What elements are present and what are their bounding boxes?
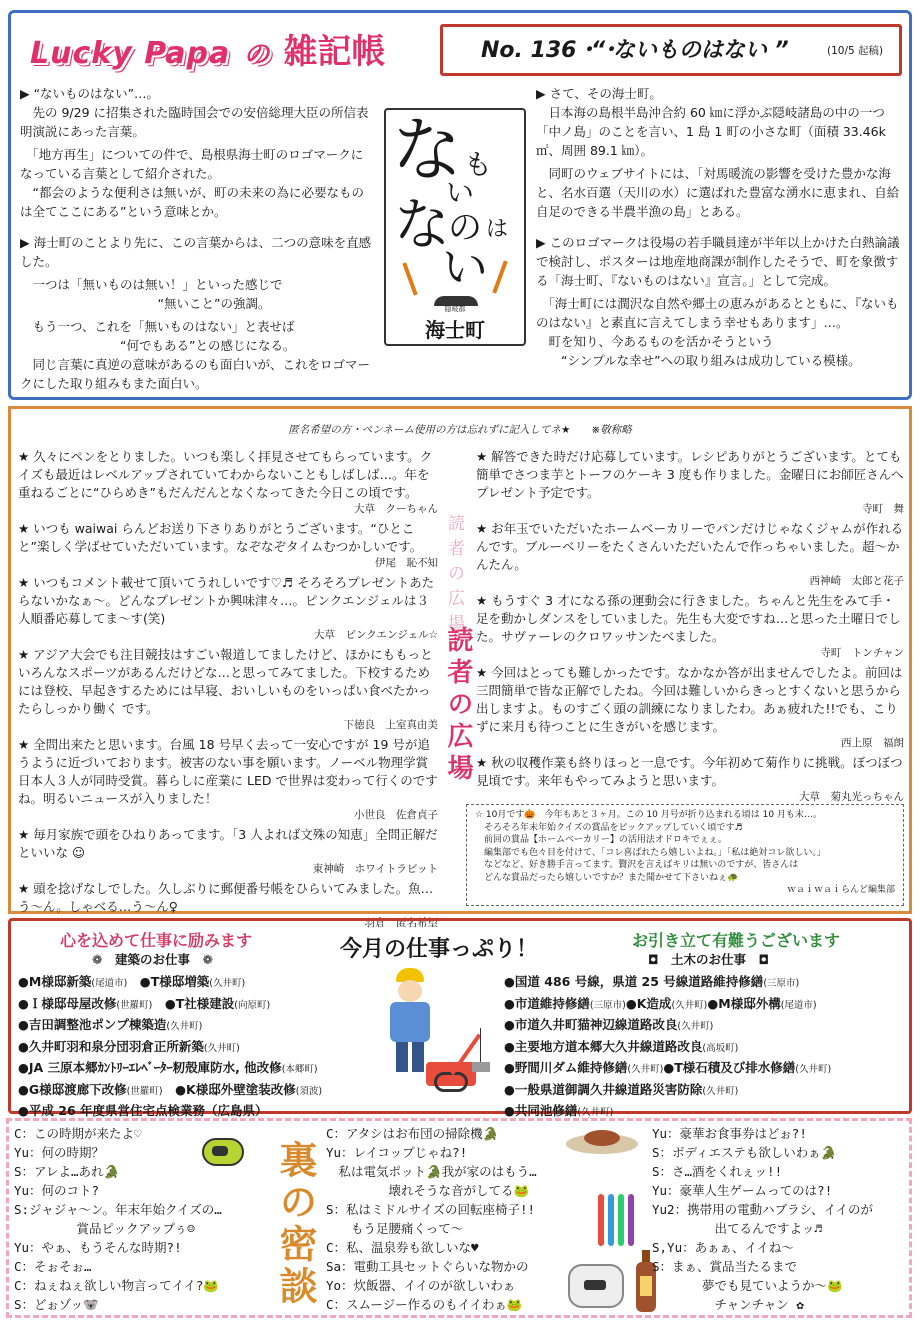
paragraph: ▶ このロゴマークは役場の若手職員達が半年以上かけた白熱論議で検討し、ポスターは地産地商課が制作したそうで、町を象徴する「海士町、『ないものはない』宣言。」として完成。: [536, 235, 900, 288]
work-item: ●一般県道御調久井線道路災害防除(久井町): [504, 1081, 739, 1097]
paragraph: 一つは「無いものは無い！」といった感じで: [20, 277, 283, 292]
work-item: ●M様邸新築(尾道市) ●T様邸増築(久井町): [18, 974, 246, 989]
work-item: ●国道 486 号線，県道 25 号線道路維持修繕(三原市): [504, 974, 800, 989]
brand-title: 雑記帳: [283, 32, 386, 72]
paragraph: 町を知り、今あるものを活かそうという: [536, 334, 774, 349]
vacuum-illustration: [196, 1130, 252, 1174]
works-right-heading: お引き立て有難うございます: [632, 931, 841, 950]
brand-particle: の: [243, 40, 271, 70]
reader-name: 寺町 トンチャン: [820, 647, 904, 659]
logo-stroke: [402, 262, 417, 295]
reader-name: 羽倉 匿名希望: [364, 917, 438, 929]
article-left: [20, 84, 372, 393]
paragraph: “何でもある”との感じになる。: [20, 338, 296, 353]
paragraph: “シンプルな幸せ”への取り組みは成功している模様。: [536, 353, 861, 368]
chat-column-1: C：この時期が来たよ♡ Yu：何の時期？ S：アレよ…あれ🐊 Yu：何のコト? S:ジャジャ〜ン。年末年始クイズの… 賞品ピックアップぅ☺ Yu：やぁ、もうそんな時期?! C：そぉそぉ… C：ねぇねぇ欲しい物言ってイイ?🐸 S：どぉゾッ🐨: [14, 1126, 222, 1312]
logo-char: い: [442, 240, 488, 294]
work-item: ●久井町羽和泉分団羽倉正所新築(久井町): [18, 1038, 240, 1054]
paragraph: 同じ言葉に真逆の意味があるのも面白いが、これをロゴマークにした取り組みもまた面白い。: [20, 357, 371, 391]
article-right: [536, 84, 902, 370]
readers-note: 匿名希望の方・ペンネーム使用の方は忘れずに記入してネ★ ※敬称略: [288, 424, 632, 436]
paragraph: ▶ さて、その海士町。: [536, 86, 662, 101]
reader-letter: ★ 毎月家族で頭をひねりあってます。「3 人よれば文殊の知恵」全問正解だといいな ☺ 東神崎 ホワイトラビット: [18, 827, 438, 875]
reader-name: 西神崎 太郎と花子: [809, 575, 904, 587]
work-item: ●吉田調整池ポンプ棟築造(久井町): [18, 1017, 203, 1032]
paragraph: 「地方再生」についての件で、島根県海士町のロゴマークになっている言葉として紹介された。: [20, 147, 364, 181]
logo-char: な: [392, 109, 462, 191]
reader-name: 西上原 福朗: [841, 737, 904, 749]
work-item: ●共同池修繕(久井町): [504, 1103, 614, 1118]
readers-title: 読者の広場: [443, 626, 473, 786]
chat-title: 裏の密談: [273, 1140, 318, 1308]
paragraph: “無いこと”の強調。: [20, 296, 271, 311]
town-logo-poster: [384, 108, 526, 346]
paragraph: “都会のような便利さは無いが、町の未来の為に必要なものは全てここにある”という意味とか。: [20, 185, 364, 219]
column-title: [30, 24, 385, 73]
work-item: ●主要地方道本郷大久井線道路改良(高坂町): [504, 1038, 739, 1054]
reader-letter: ★ 全問出来たと思います。台風 18 号早く去って一安心ですが 19 号が追うように近づいております。被害のない事を願います。ノーベル物理学賞日本人３人が同時受賞。暮らしに産業に LED で世界は変わって行くのですね。明るいニュースが入りました！ 小世良 佐倉貞子: [18, 737, 438, 821]
logo-char: も: [464, 148, 493, 181]
logo-subtext: 隠岐郡: [444, 305, 466, 313]
reader-name: 東神崎 ホワイトラビット: [312, 863, 438, 875]
issue-title: “ ないものはない ”: [591, 38, 789, 63]
readers-right-column: [476, 448, 904, 808]
issue-date: (10/5 起稿): [827, 45, 884, 57]
logo-char: い: [446, 176, 475, 209]
reader-letter: ★ 久々にペンをとりました。いつも楽しく拝見させてもらっています。クイズも最近はレベルアップされていてわからないこともしばしば…。年を重ねるごとに“ひらめき”もだんだんとなくなってきた今日この頃です。 大草 クーちゃん: [18, 449, 438, 515]
issue-banner: [440, 24, 902, 76]
reader-name: 下徳良 上室真由美: [343, 719, 438, 731]
reader-letter: ★ 秋の収穫作業も終りほっと一息です。今年初めて菊作りに挑戦。ぼつぼつ見頃です。来年もやってみようと思います。 大草 菊丸光っちゃん: [476, 755, 904, 803]
issue-number: No. 136・・: [481, 38, 621, 63]
reader-letter: ★ いつも waiwai らんどお送り下さりありがとうございます。“ひとこと”楽しく学ばせていただいています。なぞなぞタイムむつかしいです。 伊尾 恥不知: [18, 521, 438, 569]
crane-illustration: [420, 1012, 500, 1096]
logo-town-name: 海士町: [425, 318, 485, 342]
chat-column-3: Yu：豪華お食事券はどぉ?! S：ボディエステも欲しいわぁ🐊 S：さ…酒をくれぇッ!! Yu：豪華人生ゲームってのは?! Yu2：携帯用の電動ハブラシ、イイのが 出てるんですよッ♬ S,Yu：あぁぁ、イイね〜 S：まぁ、賞品当たるまで 夢でも見ていようか〜🐸 チャンチャン ✿: [652, 1126, 873, 1312]
works-center-heading: 今月の仕事っぷり！: [340, 936, 539, 962]
reader-name: 寺町 舞: [862, 503, 904, 515]
work-item: ●市道久井町猫神辺線道路改良(久井町): [504, 1017, 714, 1032]
work-item: ●JA 三原本郷ｶﾝﾄﾘｰｴﾚﾍﾞｰﾀｰ籾殻庫防水, 他改修(本郷町): [18, 1060, 318, 1075]
reader-name: 大草 クーちゃん: [354, 503, 438, 515]
reader-name: 伊尾 恥不知: [375, 557, 438, 569]
rice-cooker-illustration: [566, 1256, 626, 1310]
paragraph: ▶ 海士町のことより先に、この言葉からは、二つの意味を直感した。: [20, 235, 372, 269]
reader-name: 小世良 佐倉貞子: [354, 809, 438, 821]
works-left-heading: 心を込めて仕事に励みます: [60, 931, 253, 950]
civil-works-list: [504, 972, 908, 1123]
readers-title-small: 読者の広場: [444, 514, 464, 639]
editor-note-box: ☆ 10月です🎃 今年もあと３ヶ月。この 10 月号が折り込まれる頃は 10 月も末…。 そろそろ年末年始クイズの賞品をピックアップしていく頃です♬ 前回の賞品【ホームベーカリー】の活用法オドロキでぇぇ。 編集部でも色々目を付けて、「コレ喜ばれたら嬉しいよね。」「私は絶対コレ欲しい。」 などなど、好き勝手言ってます。贅沢を言えばキリは無いのですが、皆さんは どんな賞品だったら嬉しいですか？また聞かせて下さいねぇ🐢 ｗａｉｗａｉらんど編集部: [466, 804, 904, 906]
editor-signature: ｗａｉｗａｉらんど編集部: [786, 885, 895, 895]
logo-stroke: [492, 260, 507, 293]
reader-name: 大草 菊丸光っちゃん: [799, 791, 904, 803]
work-item: ●市道維持修繕(三原市)●K造成(久井町)●M様邸外構(尾道市): [504, 995, 817, 1011]
brand-name: Lucky Papa: [30, 36, 231, 71]
reader-letter: ★ 今回はとっても難しかったです。なかなか答が出ませんでしたよ。前回は三問簡単で皆な正解でしたね。今回は難しいからきっとすくないと思うから出しますよ。ものすごく頭の訓練になりましたわ。あぁ疲れた!!でも、こりずに来月も待つことに生きがいを感じます。 西上原 福朗: [476, 665, 904, 749]
reader-letter: ★ お年玉でいただいたホームベーカリーでパンだけじゃなくジャムが作れるんです。ブルーベリーをたくさんいただいたんで作っちゃいました。超〜かんたん。 西神崎 太郎と花子: [476, 521, 904, 587]
civil-label: ◘ 土木のお仕事 ◘: [648, 952, 770, 967]
work-item: ●G様邸渡廊下改修(世羅町) ●K様邸外壁塗装改修(須波): [18, 1081, 323, 1097]
reader-letter: ★ アジア大会でも注目競技はすごい報道してましたけど、ほかにももっといろんなスポーツがあるんだけどな…と思ってみてました。下校するためには登校、早起きするためには早寝、おいしいものをいっぱい食べたかったらしっかり働く です。 下徳良 上室真由美: [18, 647, 438, 731]
toothbrush-illustration: [594, 1194, 644, 1250]
paragraph: もう一つ、これを「無いものはない」と表せば: [20, 319, 295, 334]
paragraph: 「海士町には潤沢な自然や郷土の恵みがあるとともに、『ないものはない』と素直に言えてしまう幸せもあります」…。: [536, 296, 899, 330]
reader-name: 大草 ピンクエンジェル☆: [313, 629, 438, 641]
reader-letter: ★ もうすぐ 3 才になる孫の運動会に行きました。ちゃんと先生をみて手・足を動かしダンスをしていました。先生も大変ですね…と思った土曜日でした。サヴァーレのクロワッサンたべました。 寺町 トンチャン: [476, 593, 904, 659]
arch-works-list: [18, 972, 390, 1121]
chat-column-2: C：アタシはお布団の掃除機🐊 Yu：レイコップじゃね?! 私は電気ポット🐊我が家のはもう… 壊れそうな音がしてる🐸 S：私はミドルサイズの回転座椅子!! もう足腰痛くって〜 C：私、温泉券も欲しいな♥ Sa：電動工具セットぐらいな物かの Yo：炊飯器、イイのが欲しいわぁ C：スムージー作るのもイイわぁ🐸: [326, 1126, 537, 1312]
work-item: ●Ｉ様邸母屋改修(世羅町) ●T社様建設(向原町): [18, 995, 271, 1011]
work-item: ●平成 26 年度県営住宅点検業務（広島県）: [18, 1103, 268, 1118]
paragraph: 日本海の島根半島沖合約 60 ㎞に浮かぶ隠岐諸島の中の一つ「中ノ島」のことを言い、1 島 1 町の小さな町（面積 33.46k ㎡、周囲 89.1 ㎞）。: [536, 105, 886, 158]
paragraph: ▶ “ないものはない”…。: [20, 86, 160, 101]
paragraph: 同町のウェブサイトには、「対馬暖流の影響を受けた豊かな海と、名水百選（天川の水）に選ばれた豊富な湧水に恵まれ、自給自足のできる半農半漁の島」とある。: [536, 166, 900, 219]
readers-left-column: [18, 448, 438, 934]
logo-char: は: [486, 217, 509, 242]
food-plate-illustration: [566, 1126, 638, 1158]
work-item: ●野間川ダム維持修繕(久井町)●T様石積及び排水修繕(久井町): [504, 1060, 832, 1075]
reader-letter: ★ いつもコメント載せて頂いてうれしいです♡♬ そろそろプレゼントあたらないかなぁ〜。どんなプレゼントか興味津々…。ピンクエンジェルは３人順番応募してま〜す(笑) 大草 ピンクエンジェル☆: [18, 575, 438, 641]
arch-label: ❁ 建築のお仕事 ❁: [92, 952, 213, 967]
paragraph: 先の 9/29 に招集された臨時国会での安倍総理大臣の所信表明演説にあった言葉。: [20, 105, 369, 139]
logo-char: な: [394, 193, 450, 258]
logo-char: の: [448, 208, 482, 248]
reader-letter: ★ 頭を捻げなしでした。久しぶりに郵便番号帳をひらいてみました。魚…う〜ん。しゃべる…う〜ん♀ 羽倉 匿名希望: [18, 881, 438, 929]
reader-letter: ★ 解答できた時だけ応募しています。レシピありがとうございます。とても簡単でさつま芋とトーフのケーキ 3 度も作りました。金曜日にお師匠さんへプレゼント予定です。 寺町 舞: [476, 449, 904, 515]
